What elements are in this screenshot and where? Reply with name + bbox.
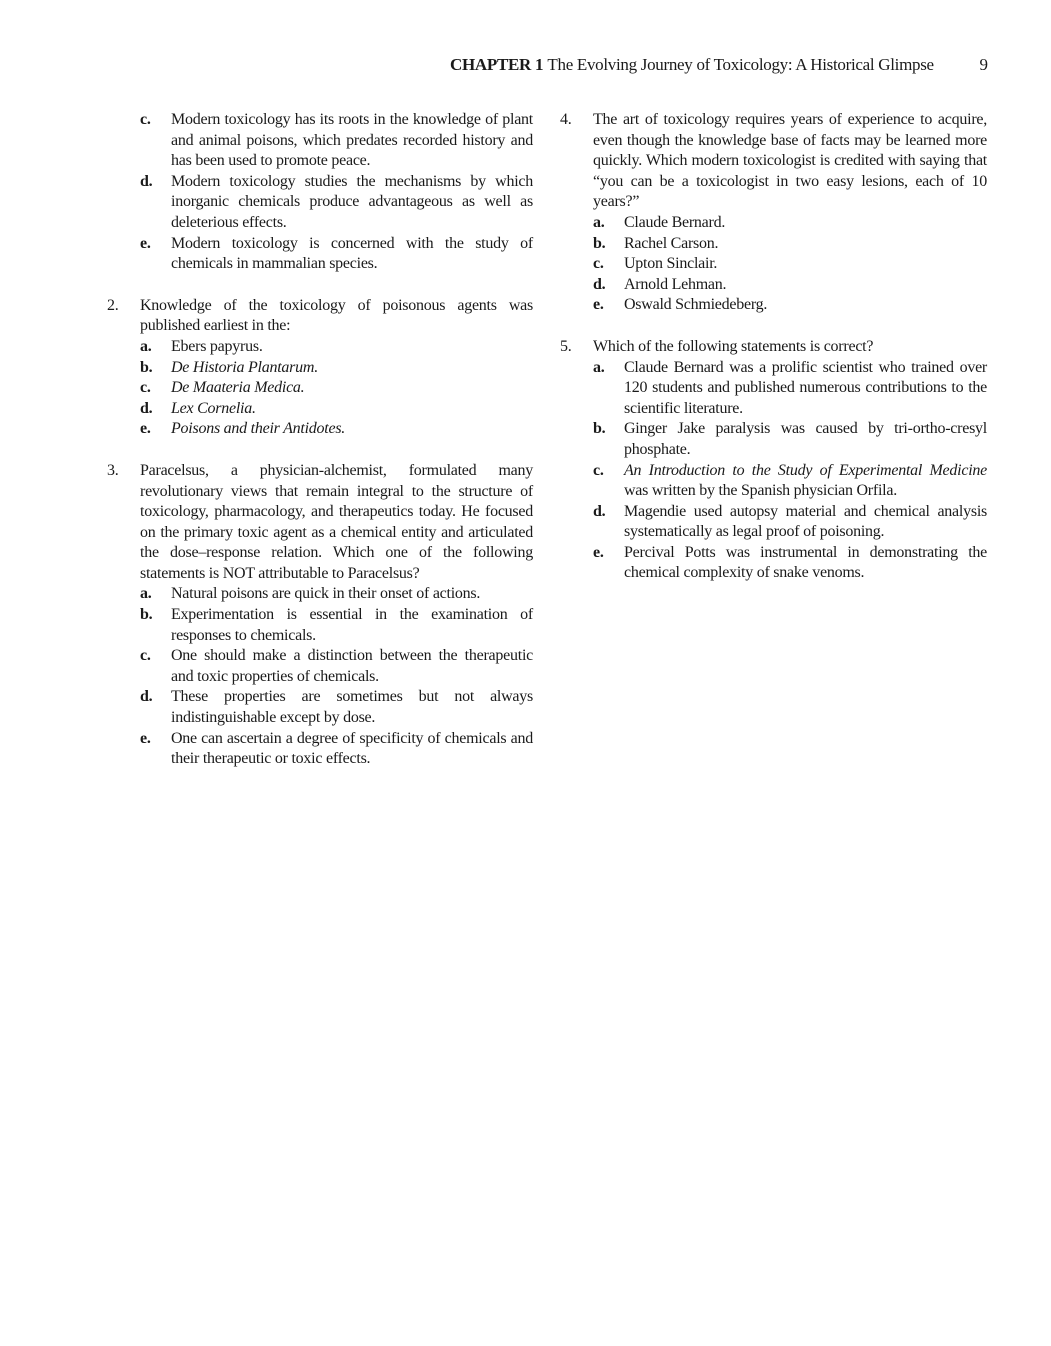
option-text: was written by the Spanish physician Orfila. <box>624 482 897 500</box>
option-letter: d. <box>140 172 153 190</box>
option-letter: c. <box>140 379 151 397</box>
option-text: Arnold Lehman. <box>624 275 727 293</box>
q3-option-d <box>140 687 533 728</box>
option-text: Claude Bernard. <box>624 213 726 231</box>
q2-option-a <box>140 337 533 358</box>
option-letter: e. <box>140 729 151 747</box>
q1-option-d <box>140 172 533 234</box>
q4-option-d <box>593 275 987 296</box>
q4-option-e <box>593 295 987 316</box>
q4-option-b <box>593 234 987 255</box>
left-column <box>107 110 533 770</box>
q3-option-a <box>140 584 533 605</box>
running-header <box>450 53 990 77</box>
q4-option-a <box>593 213 987 234</box>
option-letter: c. <box>140 111 151 128</box>
q2-option-c <box>140 378 533 399</box>
q5-option-b <box>593 419 987 460</box>
q3-option-e <box>140 729 533 770</box>
q3-option-c <box>140 646 533 687</box>
q5-option-c <box>593 461 987 502</box>
question-stem: Knowledge of the toxicology of poisonous agents was published earliest in the: <box>140 296 533 335</box>
option-letter: c. <box>140 647 151 665</box>
option-letter: a. <box>593 213 605 231</box>
question-5 <box>560 337 987 584</box>
option-letter: b. <box>593 420 606 438</box>
option-letter: d. <box>593 502 606 520</box>
q1-option-e <box>140 234 533 275</box>
option-letter: d. <box>593 275 606 293</box>
option-text: Modern toxicology studies the mechanisms by which inorganic chemicals produce advantageous as well as deleterious effects. <box>171 172 533 231</box>
option-letter: e. <box>140 420 151 438</box>
option-text: Poisons and their Antidotes. <box>171 420 346 438</box>
option-letter: e. <box>593 543 604 561</box>
option-text: One can ascertain a degree of specificity of chemicals and their therapeutic or toxic effects. <box>171 729 533 768</box>
option-text: Upton Sinclair. <box>624 255 718 273</box>
option-text: Ebers papyrus. <box>171 337 263 355</box>
option-text: Experimentation is essential in the examination of responses to chemicals. <box>171 606 533 644</box>
question-2 <box>107 296 533 440</box>
option-text: Ginger Jake paralysis was caused by tri-ortho-cresyl phosphate. <box>624 420 987 458</box>
q4-option-c <box>593 254 987 275</box>
option-text: These properties are sometimes but not always indistinguishable except by dose. <box>171 688 533 727</box>
question-1-continued <box>107 110 533 275</box>
q5-option-d <box>593 502 987 543</box>
q2-option-b <box>140 358 533 379</box>
page-number: 9 <box>979 55 988 74</box>
option-text: Natural poisons are quick in their onset of actions. <box>171 585 481 603</box>
option-text: Modern toxicology has its roots in the knowledge of plant and animal poisons, which predates recorded history and has been used to promote peace. <box>171 111 533 170</box>
question-number: 5. <box>560 337 572 355</box>
question-number: 2. <box>107 296 119 314</box>
q2-option-d <box>140 399 533 420</box>
option-letter: b. <box>140 606 153 624</box>
q3-option-b <box>140 605 533 646</box>
option-letter: a. <box>140 337 152 355</box>
option-letter: e. <box>593 296 604 314</box>
q5-option-a <box>593 358 987 420</box>
chapter-title: The Evolving Journey of Toxicology: A Historical Glimpse <box>547 55 934 74</box>
option-text: One should make a distinction between the therapeutic and toxic properties of chemicals. <box>171 647 533 685</box>
option-letter: c. <box>593 461 604 479</box>
question-stem: Paracelsus, a physician-alchemist, formulated many revolutionary views that remain integral to the structure of toxicology, pharmacology, and therapeutics today. He focused on the primary toxic agent as a chemical entity and articulated the dose–response relation. Which one of the following statements is NOT attributable to Paracelsus? <box>140 461 533 582</box>
option-text-italic: An Introduction to the Study of Experimental Medicine <box>624 461 987 479</box>
option-text: De Historia Plantarum. <box>171 358 318 376</box>
chapter-label: CHAPTER 1 <box>450 55 544 74</box>
option-letter: a. <box>140 585 152 603</box>
q1-option-c <box>140 110 533 172</box>
right-column <box>560 110 987 584</box>
question-4 <box>560 110 987 316</box>
option-text: Percival Potts was instrumental in demonstrating the chemical complexity of snake venoms. <box>624 543 987 582</box>
q2-option-e <box>140 419 533 440</box>
option-text: Rachel Carson. <box>624 234 719 252</box>
option-letter: b. <box>140 358 153 376</box>
option-text: Modern toxicology is concerned with the study of chemicals in mammalian species. <box>171 234 533 273</box>
question-stem: Which of the following statements is correct? <box>593 337 874 355</box>
option-text: Magendie used autopsy material and chemical analysis systematically as legal proof of poisoning. <box>624 502 987 541</box>
option-letter: d. <box>140 688 153 706</box>
option-text: Oswald Schmiedeberg. <box>624 296 768 314</box>
option-letter: d. <box>140 399 153 417</box>
question-3 <box>107 461 533 770</box>
question-number: 4. <box>560 111 572 128</box>
option-letter: e. <box>140 234 151 252</box>
option-letter: c. <box>593 255 604 273</box>
question-number: 3. <box>107 461 119 479</box>
option-letter: b. <box>593 234 606 252</box>
option-text: De Maateria Medica. <box>171 379 305 397</box>
option-letter: a. <box>593 358 605 376</box>
option-text: Lex Cornelia. <box>171 399 256 417</box>
option-text: Claude Bernard was a prolific scientist who trained over 120 students and published numerous contributions to the scientific literature. <box>624 358 987 417</box>
q5-option-e <box>593 543 987 584</box>
question-stem: The art of toxicology requires years of experience to acquire, even though the knowledge base of facts may be learned more quickly. Which modern toxicologist is credited with saying that “you can be a toxicologist in two easy lesions, each of 10 years?” <box>593 111 987 211</box>
